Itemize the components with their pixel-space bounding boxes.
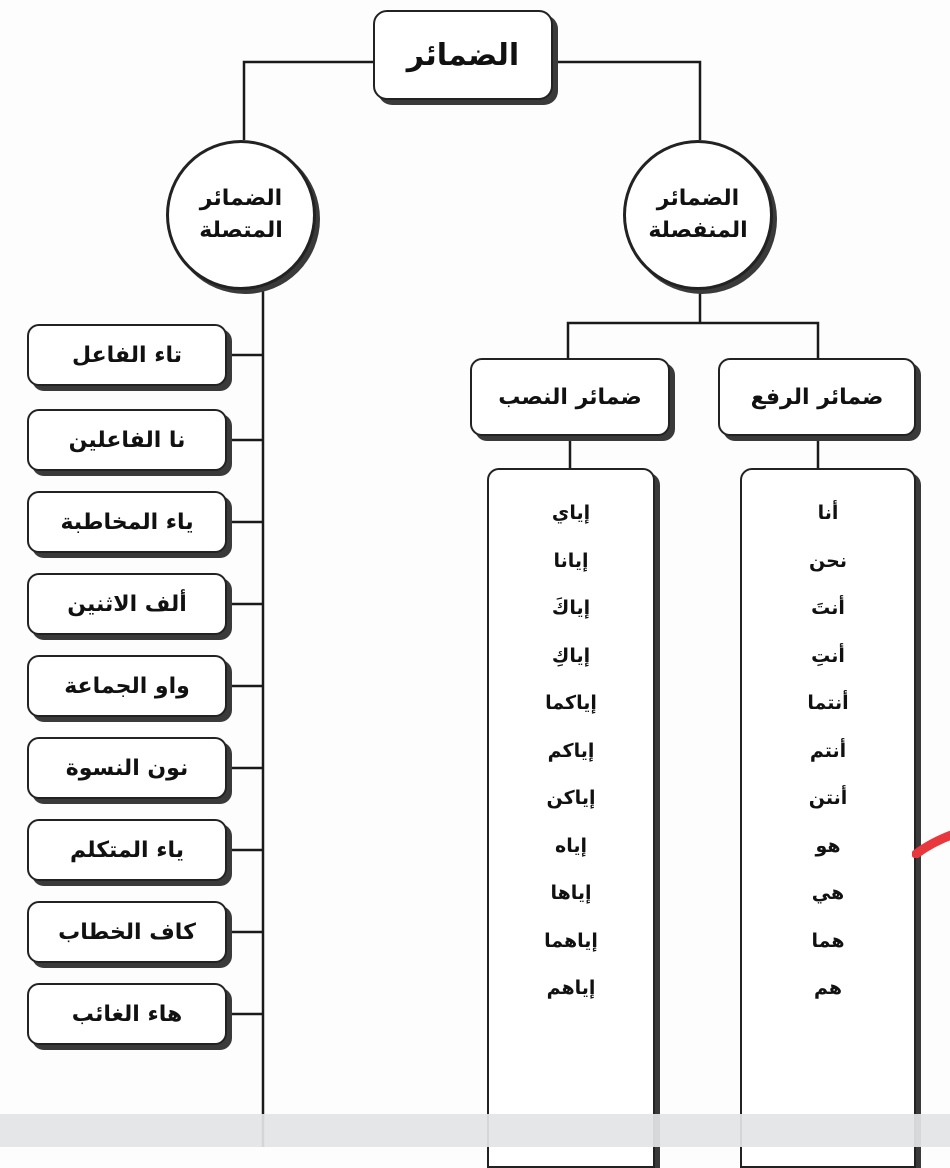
- root-node: [373, 10, 553, 100]
- root-label: الضمائر: [406, 37, 520, 73]
- list-item: إياها: [550, 882, 592, 904]
- attached-item-label: ياء المتكلم: [70, 837, 184, 863]
- list-item: إياكِ: [551, 644, 591, 667]
- nasb-pronouns-list: [487, 468, 655, 1168]
- list-item: أنتَ: [811, 597, 845, 619]
- root-to-attached-line: [244, 62, 373, 140]
- detached-branch-line: [568, 323, 818, 358]
- list-item: هو: [815, 834, 841, 857]
- attached-item-label: نون النسوة: [65, 755, 189, 781]
- list-item: أنتما: [807, 692, 849, 714]
- attached-item-box: [27, 491, 227, 553]
- detached-pronouns-node: [623, 140, 773, 290]
- list-item: إياكَ: [551, 597, 591, 619]
- list-item: هي: [811, 882, 845, 904]
- attached-pronouns-node: [166, 140, 316, 290]
- attached-item-label: واو الجماعة: [64, 673, 190, 699]
- raf-pronouns-node: [718, 358, 916, 436]
- attached-branch-ticks: [228, 355, 263, 1014]
- raf-pronouns-list: [740, 468, 916, 1168]
- list-item: نحن: [809, 549, 847, 572]
- list-item: أنتِ: [811, 644, 845, 667]
- list-item: أنا: [817, 502, 839, 524]
- attached-item-label: ياء المخاطبة: [60, 509, 194, 535]
- nasb-pronouns-node: [470, 358, 670, 436]
- list-item: أنتم: [809, 739, 847, 762]
- list-item: إياي: [551, 502, 591, 524]
- attached-item-box: [27, 324, 227, 386]
- list-item: إياكن: [546, 787, 596, 809]
- root-to-detached-line: [553, 62, 700, 140]
- list-item: إياه: [555, 834, 587, 857]
- detached-title-line2: المنفصلة: [648, 218, 748, 243]
- attached-item-box: [27, 901, 227, 963]
- attached-item-label: ألف الاثنين: [67, 591, 187, 617]
- list-item: أنتن: [808, 787, 848, 809]
- nasb-label: ضمائر النصب: [498, 384, 642, 410]
- attached-item-label: كاف الخطاب: [58, 919, 196, 945]
- attached-item-box: [27, 737, 227, 799]
- attached-item-label: تاء الفاعل: [72, 342, 182, 368]
- attached-item-box: [27, 819, 227, 881]
- red-pen-stroke: [912, 828, 950, 858]
- list-item: إياهما: [544, 929, 598, 952]
- attached-title-line2: المتصلة: [199, 218, 283, 243]
- list-item: إياكما: [545, 692, 597, 714]
- attached-item-box: [27, 573, 227, 635]
- attached-item-label: نا الفاعلين: [68, 427, 186, 453]
- list-item: هم: [813, 977, 843, 999]
- bottom-toolbar-overlay: [0, 1114, 950, 1147]
- attached-title-line1: الضمائر: [199, 186, 283, 212]
- attached-item-box: [27, 409, 227, 471]
- attached-item-label: هاء الغائب: [71, 1001, 183, 1027]
- list-item: إيانا: [553, 549, 589, 572]
- attached-item-box: [27, 655, 227, 717]
- list-item: إياهم: [546, 977, 596, 999]
- raf-label: ضمائر الرفع: [750, 384, 884, 410]
- detached-title-line1: الضمائر: [656, 186, 740, 212]
- attached-item-box: [27, 983, 227, 1045]
- list-item: هما: [811, 929, 845, 952]
- list-item: إياكم: [547, 739, 595, 762]
